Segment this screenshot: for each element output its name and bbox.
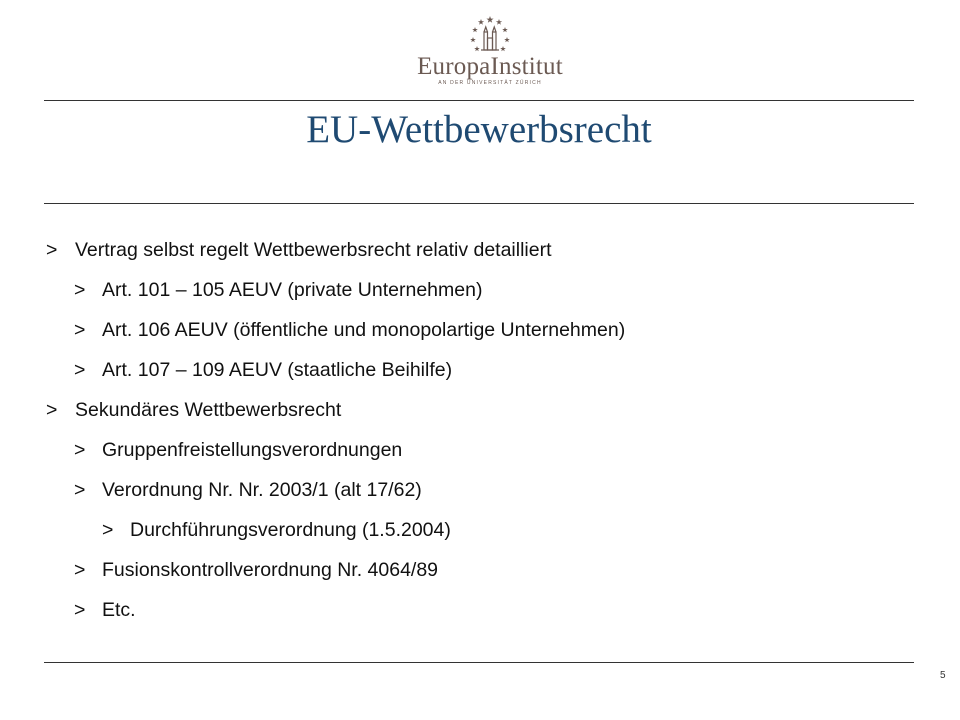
bullet-marker: > <box>74 479 86 501</box>
bullet-item <box>0 270 960 310</box>
title-divider <box>44 203 914 204</box>
bullet-list <box>0 230 960 630</box>
bottom-divider <box>44 662 914 663</box>
bullet-text: Art. 107 – 109 AEUV (staatliche Beihilfe) <box>102 359 453 381</box>
bullet-item <box>0 310 960 350</box>
bullet-text: Vertrag selbst regelt Wettbewerbsrecht relativ detailliert <box>75 239 552 261</box>
bullet-text: Etc. <box>102 599 136 621</box>
bullet-item <box>0 590 960 630</box>
europainstitut-logo <box>400 14 580 90</box>
bullet-marker: > <box>46 399 58 421</box>
top-divider <box>44 100 914 101</box>
bullet-text: Fusionskontrollverordnung Nr. 4064/89 <box>102 559 439 581</box>
bullet-text: Art. 101 – 105 AEUV (private Unternehmen) <box>102 279 483 301</box>
bullet-marker: > <box>74 359 86 381</box>
bullet-text: Verordnung Nr. Nr. 2003/1 (alt 17/62) <box>102 479 422 501</box>
bullet-item <box>0 470 960 510</box>
logo-subtitle: AN DER UNIVERSITÄT ZÜRICH <box>438 80 542 86</box>
bullet-marker: > <box>102 519 114 541</box>
page-number: 5 <box>940 670 946 681</box>
bullet-item <box>0 550 960 590</box>
bullet-item <box>0 390 960 430</box>
bullet-text: Art. 106 AEUV (öffentliche und monopolartige Unternehmen) <box>102 319 626 341</box>
slide-title: EU-Wettbewerbsrecht <box>306 108 652 151</box>
bullet-item <box>0 430 960 470</box>
bullet-item <box>0 230 960 270</box>
bullet-marker: > <box>74 279 86 301</box>
stars-building-emblem-icon <box>464 14 516 54</box>
logo-name: EuropaInstitut <box>417 53 563 80</box>
bullet-marker: > <box>74 599 86 621</box>
bullet-marker: > <box>46 239 58 261</box>
bullet-text: Durchführungsverordnung (1.5.2004) <box>130 519 451 541</box>
bullet-item <box>0 350 960 390</box>
bullet-item <box>0 510 960 550</box>
bullet-marker: > <box>74 319 86 341</box>
bullet-text: Sekundäres Wettbewerbsrecht <box>75 399 342 421</box>
bullet-marker: > <box>74 439 86 461</box>
bullet-text: Gruppenfreistellungsverordnungen <box>102 439 403 461</box>
bullet-marker: > <box>74 559 86 581</box>
